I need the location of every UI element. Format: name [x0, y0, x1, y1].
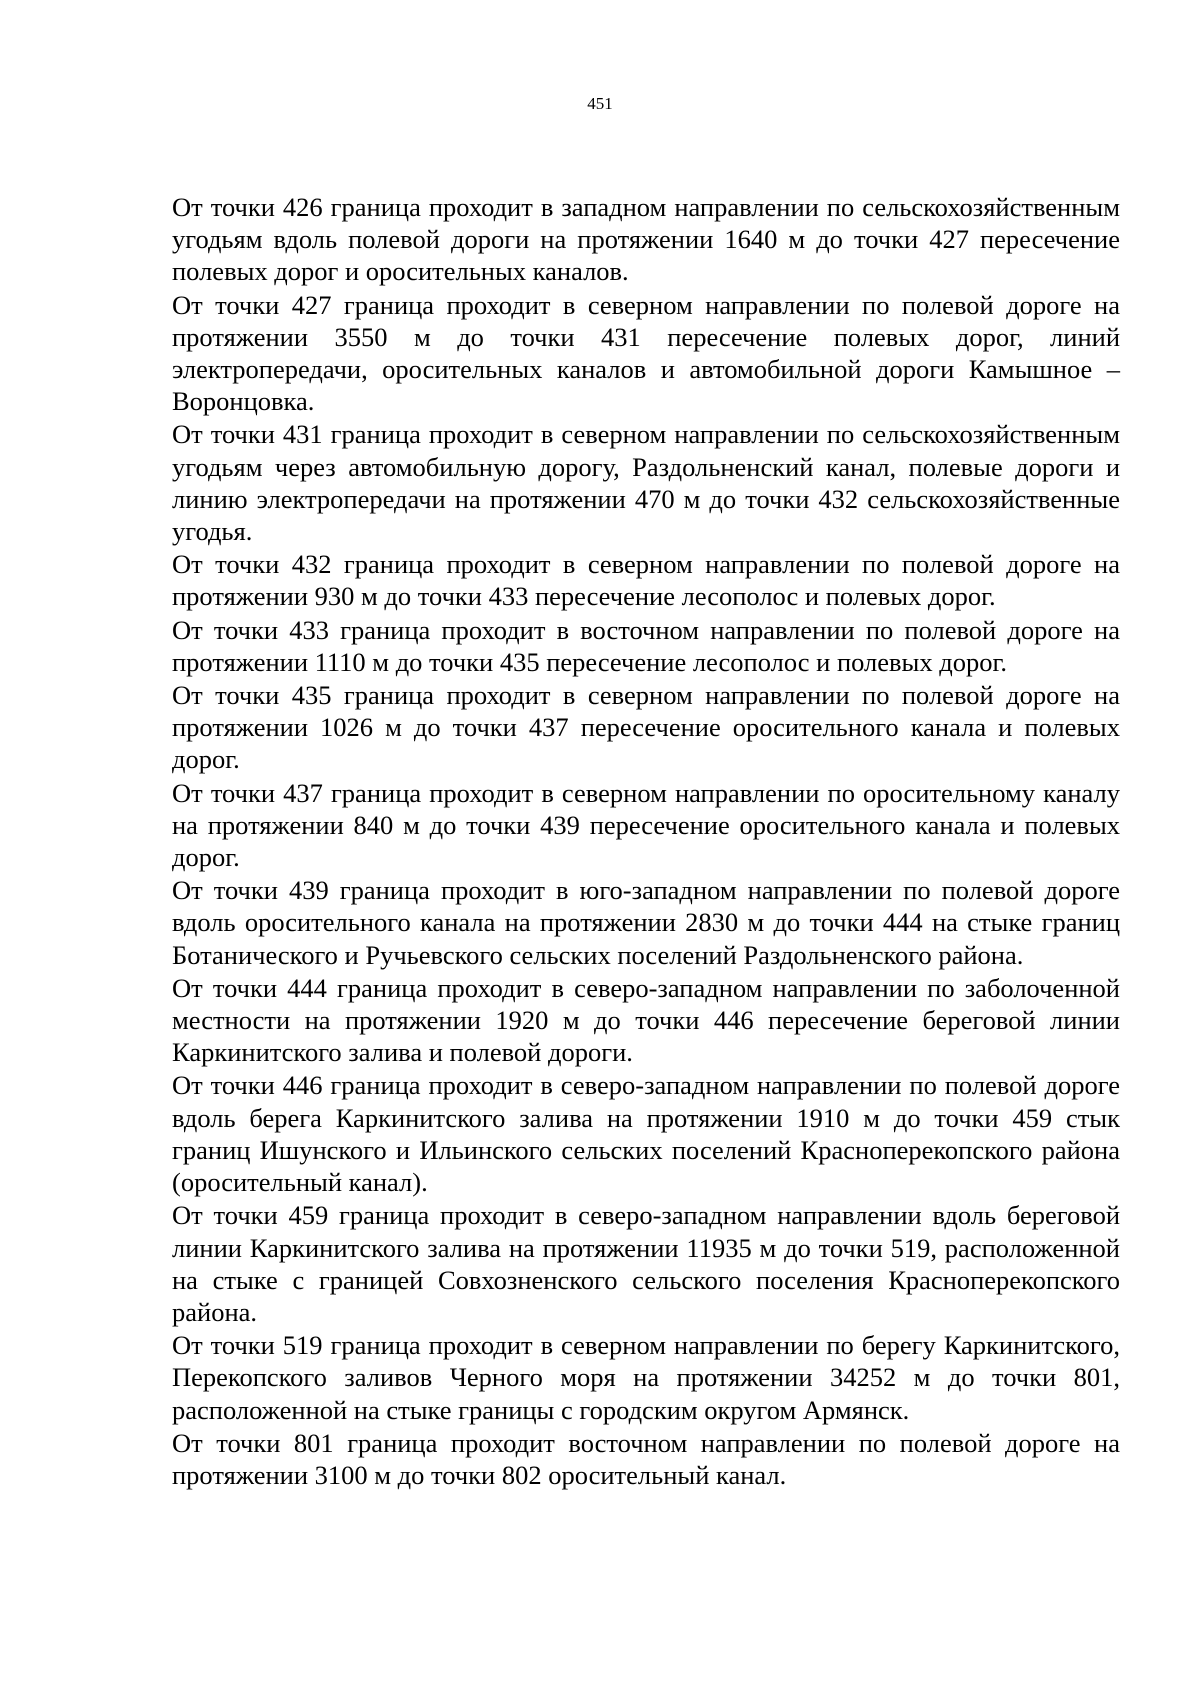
paragraph: От точки 801 граница проходит восточном направлении по полевой дороге на протяжении 3100 м до точки 802 оросительный канал.: [172, 1427, 1120, 1490]
paragraph: От точки 432 граница проходит в северном направлении по полевой дороге на протяжении 930 м до точки 433 пересечение лесополос и полевых дорог.: [172, 549, 1120, 612]
paragraph: От точки 426 граница проходит в западном направлении по сельскохозяйственным угодьям вдоль полевой дороги на протяжении 1640 м до точки 427 пересечение полевых дорог и оросительных каналов.: [172, 192, 1120, 287]
paragraph: От точки 444 граница проходит в северо-западном направлении по заболоченной местности на протяжении 1920 м до точки 446 пересечение береговой линии Каркинитского залива и полевой дороги.: [172, 972, 1120, 1068]
document-body: [172, 191, 1120, 1492]
paragraph: От точки 433 граница проходит в восточном направлении по полевой дороге на протяжении 1110 м до точки 435 пересечение лесополос и полевых дорог.: [172, 614, 1120, 677]
paragraph: От точки 519 граница проходит в северном направлении по берегу Каркинитского, Перекопского заливов Черного моря на протяжении 34252 м до точки 801, расположенной на стыке границы с городским округом Армянск.: [172, 1330, 1120, 1425]
paragraph: От точки 435 граница проходит в северном направлении по полевой дороге на протяжении 1026 м до точки 437 пересечение оросительного канала и полевых дорог.: [172, 680, 1120, 775]
paragraph: От точки 446 граница проходит в северо-западном направлении по полевой дороге вдоль берега Каркинитского залива на протяжении 1910 м до точки 459 стык границ Ишунского и Ильинского сельских поселений Красноперекопского района (оросительный канал).: [172, 1070, 1120, 1198]
paragraph: От точки 439 граница проходит в юго-западном направлении по полевой дороге вдоль оросительного канала на протяжении 2830 м до точки 444 на стыке границ Ботанического и Ручьевского сельских поселений Раздольненского района.: [172, 875, 1120, 970]
paragraph: От точки 427 граница проходит в северном направлении по полевой дороге на протяжении 3550 м до точки 431 пересечение полевых дорог, линий электропередачи, оросительных каналов и автомобильной дороги Камышное – Воронцовка.: [172, 289, 1120, 417]
page-number: 451: [587, 94, 613, 113]
paragraph: От точки 431 граница проходит в северном направлении по сельскохозяйственным угодьям через автомобильную дорогу, Раздольненский канал, полевые дороги и линию электропередачи на протяжении 470 м до точки 432 сельскохозяйственные угодья.: [172, 419, 1120, 547]
paragraph: От точки 437 граница проходит в северном направлении по оросительному каналу на протяжении 840 м до точки 439 пересечение оросительного канала и полевых дорог.: [172, 777, 1120, 873]
paragraph: От точки 459 граница проходит в северо-западном направлении вдоль береговой линии Каркинитского залива на протяжении 11935 м до точки 519, расположенной на стыке с границей Совхозненского сельского поселения Красноперекопского района.: [172, 1200, 1120, 1327]
